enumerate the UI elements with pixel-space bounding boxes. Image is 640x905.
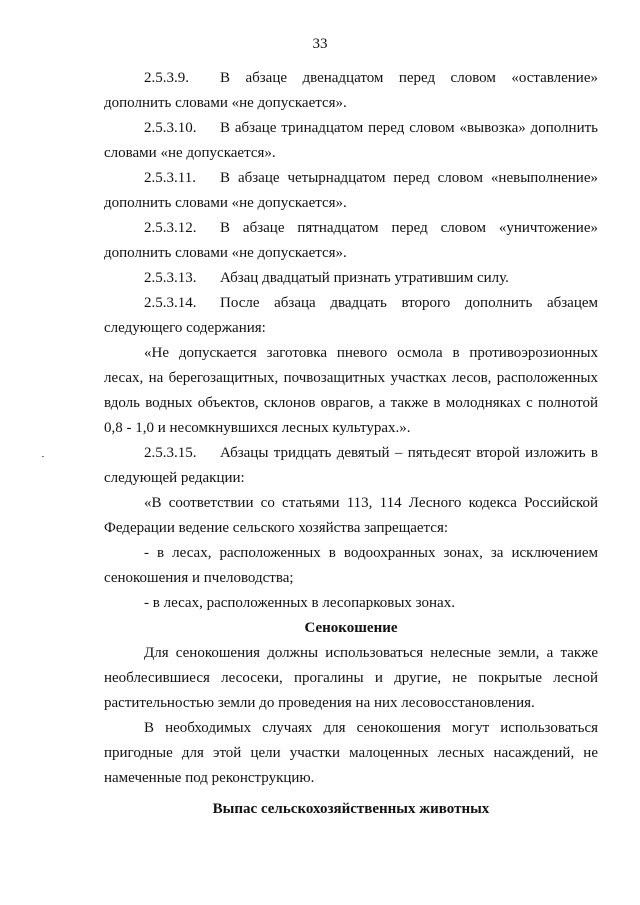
section-heading: Выпас сельскохозяйственных животных [212, 801, 490, 817]
item-text: В абзаце четырнадцатом перед словом «невыполнение» дополнить словами «не допускается». [104, 170, 598, 211]
amendment-item [104, 216, 598, 266]
quoted-paragraph: «Не допускается заготовка пневого осмола в противоэрозионных лесах, на берегозащитных, почвозащитных участках лесов, расположенных вдоль водных объектов, склонов оврагов, а также в молодняках с полнотой 0,8 - 1,0 и несомкнувшихся лесных культурах.». [104, 345, 598, 436]
item-text: Абзацы тридцать девятый – пятьдесят второй изложить в следующей редакции: [104, 445, 598, 486]
amendment-item [104, 116, 598, 166]
scan-mark [42, 456, 44, 457]
item-text: В абзаце двенадцатом перед словом «оставление» дополнить словами «не допускается». [104, 70, 598, 111]
paragraph: Для сенокошения должны использоваться нелесные земли, а также необлесившиеся лесосеки, прогалины и другие, не покрытые лесной растительностью земли до проведения на них лесовосстановления. [104, 645, 598, 711]
amendment-item [104, 166, 598, 216]
item-number: 2.5.3.11. [144, 170, 196, 186]
item-number: 2.5.3.15. [144, 445, 197, 461]
amendment-item [104, 266, 598, 291]
section-heading: Сенокошение [304, 620, 398, 636]
item-number: 2.5.3.10. [144, 120, 197, 136]
paragraph: В необходимых случаях для сенокошения могут использоваться пригодные для этой цели участки малоценных лесных насаждений, не намеченные под реконструкцию. [104, 720, 598, 786]
quoted-paragraph: «В соответствии со статьями 113, 114 Лесного кодекса Российской Федерации ведение сельского хозяйства запрещается: [104, 495, 598, 536]
item-number: 2.5.3.12. [144, 220, 197, 236]
amendment-item [104, 441, 598, 491]
item-number: 2.5.3.14. [144, 295, 197, 311]
item-text: После абзаца двадцать второго дополнить абзацем следующего содержания: [104, 295, 598, 336]
page-number: 33 [312, 36, 328, 52]
item-text: Абзац двадцатый признать утратившим силу. [220, 270, 509, 286]
document-body [104, 66, 598, 822]
amendment-item [104, 291, 598, 341]
amendment-item [104, 66, 598, 116]
item-number: 2.5.3.9. [144, 70, 189, 86]
item-number: 2.5.3.13. [144, 270, 197, 286]
item-text: В абзаце тринадцатом перед словом «вывозка» дополнить словами «не допускается». [104, 120, 598, 161]
item-text: В абзаце пятнадцатом перед словом «уничтожение» дополнить словами «не допускается». [104, 220, 598, 261]
list-item: - в лесах, расположенных в водоохранных зонах, за исключением сенокошения и пчеловодства; [104, 545, 598, 586]
list-item: - в лесах, расположенных в лесопарковых зонах. [144, 595, 455, 611]
